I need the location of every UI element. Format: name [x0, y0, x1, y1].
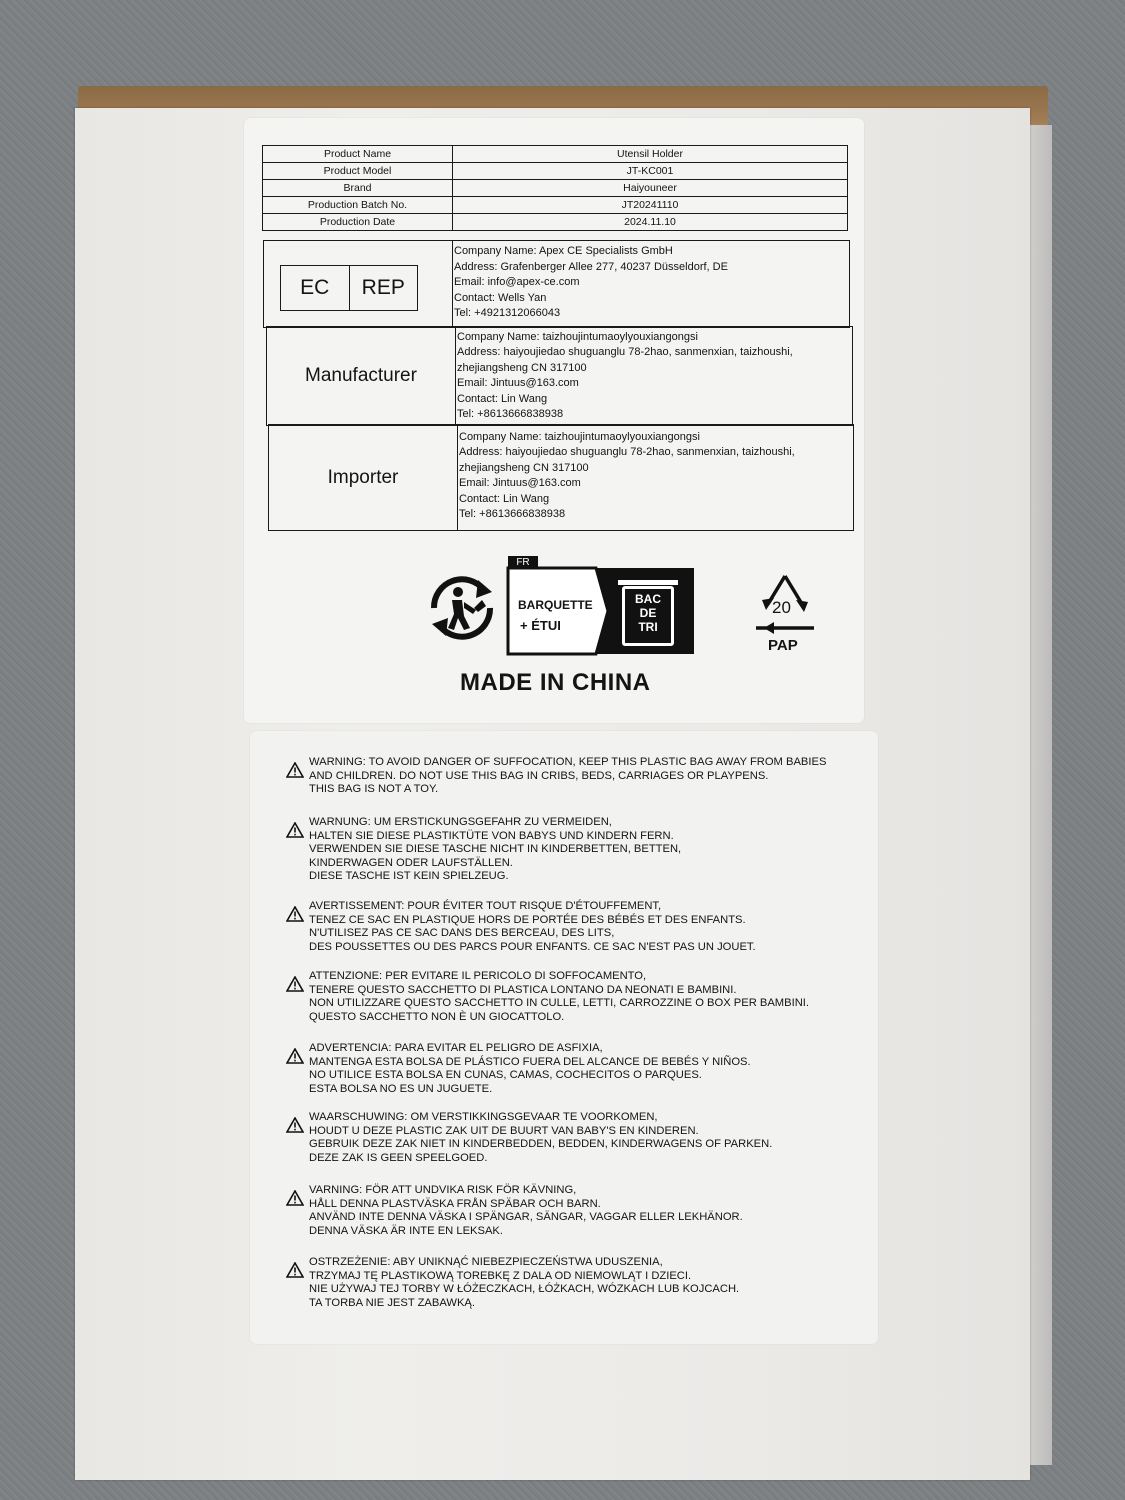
table-row [263, 163, 848, 180]
recycling-number: 20 [772, 598, 791, 617]
made-in-china: MADE IN CHINA [460, 669, 651, 696]
manufacturer-label: Manufacturer [305, 365, 417, 386]
row-key: Production Batch No. [263, 197, 453, 214]
manufacturer-details: Company Name: taizhoujintumaoylyouxiangongsi Address: haiyoujiedao shuguanglu 78-2hao, sanmenxian, taizhoushi, zhejiangsheng CN 317100 Email: Jintuus@163.com Contact: Lin Wang Tel: +8613666838938 [457, 331, 793, 421]
row-value: JT20241110 [453, 197, 848, 214]
triman-line2: + ÉTUI [520, 618, 561, 633]
table-row [263, 214, 848, 231]
importer-details: Company Name: taizhoujintumaoylyouxiangongsi Address: haiyoujiedao shuguanglu 78-2hao, sanmenxian, taizhoushi, zhejiangsheng CN 317100 Email: Jintuus@163.com Contact: Lin Wang Tel: +8613666838938 [459, 431, 795, 521]
warning-triangle-icon [286, 976, 304, 992]
fr-tag: FR [508, 556, 538, 570]
box-side-edge [1030, 125, 1052, 1465]
warning-triangle-icon [286, 906, 304, 922]
importer-block [268, 424, 854, 531]
row-value: Utensil Holder [453, 146, 848, 163]
row-key: Product Model [263, 163, 453, 180]
warning-triangle-icon [286, 1048, 304, 1064]
ec-rep-details: Company Name: Apex CE Specialists GmbH Address: Grafenberger Allee 277, 40237 Düsseldorf, DE Email: info@apex-ce.com Contact: Wells Yan Tel: +4921312066043 [454, 245, 728, 320]
sorting-bin-icon: BAC DE TRI [622, 586, 674, 646]
table-row [263, 197, 848, 214]
triman-info-block [506, 556, 696, 656]
rep-text: REP [361, 276, 405, 299]
row-key: Brand [263, 180, 453, 197]
warning-triangle-icon [286, 822, 304, 838]
warning-triangle-icon [286, 1262, 304, 1278]
warning-triangle-icon [286, 1117, 304, 1133]
table-row [263, 146, 848, 163]
manufacturer-block [266, 326, 853, 426]
table-row [263, 180, 848, 197]
ec-rep-badge [280, 265, 418, 311]
importer-label: Importer [327, 467, 399, 488]
product-info-table [262, 145, 848, 231]
ec-rep-block [263, 240, 850, 328]
warning-triangle-icon [286, 762, 304, 778]
triman-recycle-icon [424, 570, 500, 646]
recycling-material: PAP [768, 637, 798, 654]
warning-triangle-icon [286, 1190, 304, 1206]
triman-line1: BARQUETTE [518, 598, 593, 612]
row-key: Production Date [263, 214, 453, 231]
row-value: 2024.11.10 [453, 214, 848, 231]
row-key: Product Name [263, 146, 453, 163]
row-value: JT-KC001 [453, 163, 848, 180]
bin-lid [618, 580, 678, 585]
row-value: Haiyouneer [453, 180, 848, 197]
ec-text: EC [281, 266, 350, 310]
